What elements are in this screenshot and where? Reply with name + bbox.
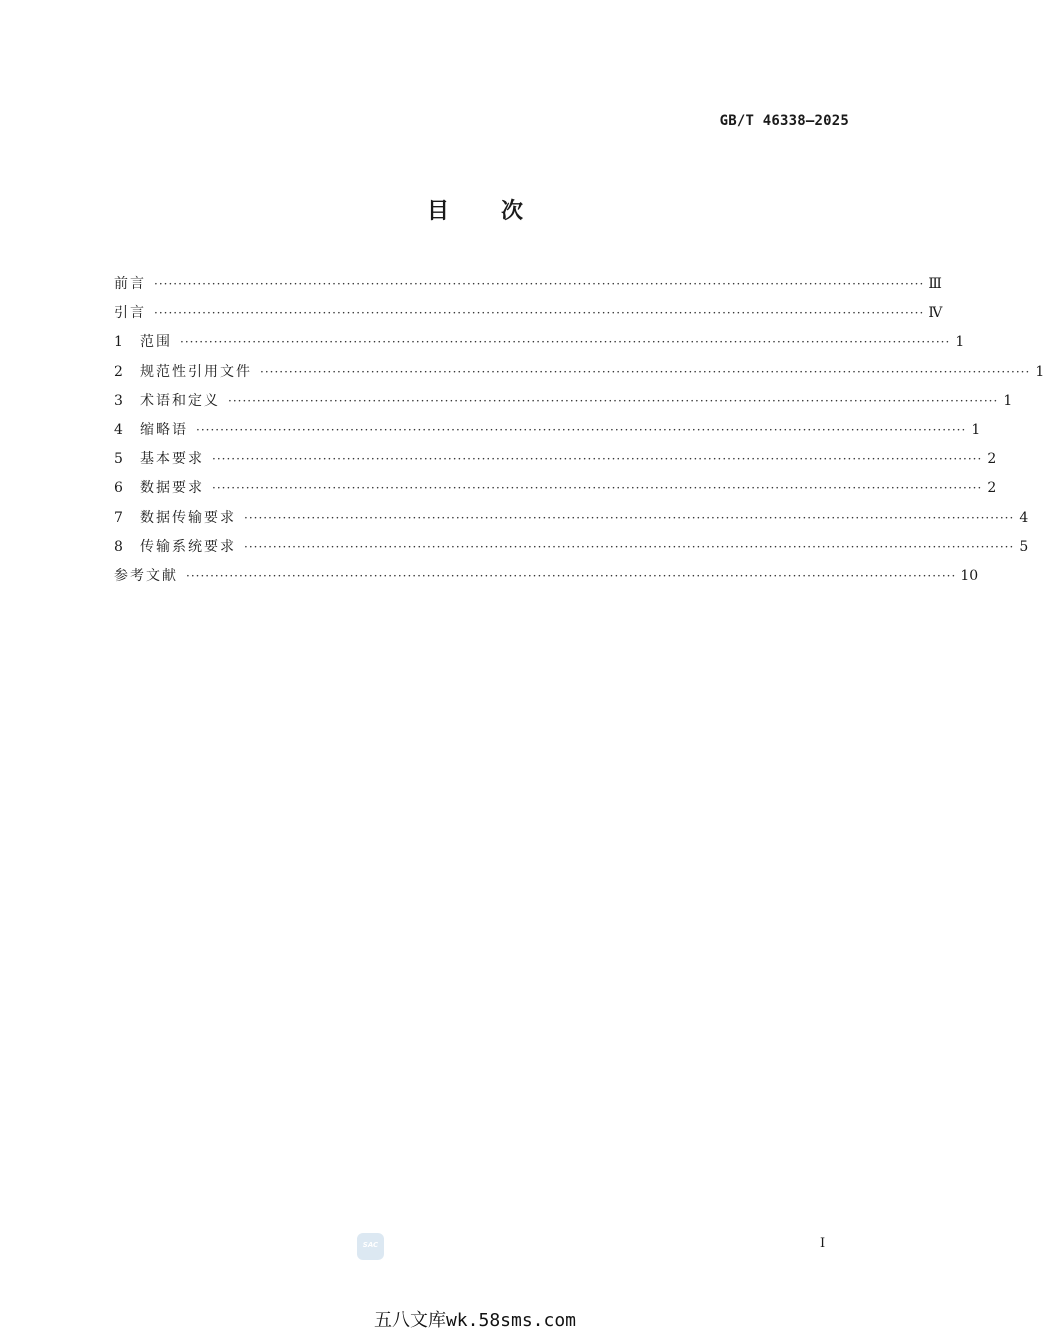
toc-entry-page: 1	[1003, 392, 1013, 409]
page-number: I	[820, 1236, 826, 1251]
toc-entry-number: 5	[114, 451, 123, 468]
toc-entry-title: 术语和定义	[140, 392, 220, 409]
standard-code: GB/T 46338—2025	[719, 113, 849, 129]
toc-entry-number: 8	[114, 538, 123, 555]
toc-dot-leader: ································································································································································	[154, 277, 925, 291]
toc-entry-title: 引言	[114, 305, 146, 322]
page-title: 目次	[426, 199, 575, 224]
toc-entry[interactable]	[114, 331, 965, 360]
toc-entry[interactable]	[114, 565, 979, 594]
toc-entry[interactable]	[114, 448, 997, 477]
toc-entry-page: 1	[955, 334, 965, 351]
toc-entry-page: Ⅲ	[928, 276, 942, 292]
toc-entry-page: Ⅳ	[928, 305, 943, 322]
toc-dot-leader: ································································································································································	[228, 393, 999, 408]
logo-text: SAC	[362, 1241, 379, 1249]
toc-dot-leader: ································································································································································	[180, 335, 951, 350]
toc-entry-title: 参考文献	[114, 567, 178, 584]
toc-entry-page: 1	[971, 421, 981, 438]
toc-entry-number: 1	[114, 334, 123, 351]
toc-dot-leader: ································································································································································	[212, 481, 983, 496]
toc-dot-leader: ································································································································································	[212, 452, 983, 467]
toc-dot-leader: ································································································································································	[196, 422, 967, 437]
toc-entry[interactable]	[114, 536, 1029, 565]
toc-entry-title: 数据传输要求	[140, 509, 236, 526]
toc-entry[interactable]	[114, 390, 1013, 419]
toc-entry[interactable]	[114, 302, 943, 331]
toc-entry-number: 7	[114, 509, 123, 526]
toc-dot-leader: ································································································································································	[186, 568, 957, 583]
toc-entry[interactable]	[114, 419, 981, 448]
toc-entry-number: 2	[114, 363, 123, 380]
toc-entry-title: 前言	[114, 276, 146, 292]
toc-entry-number: 3	[114, 392, 123, 409]
toc-entry[interactable]	[114, 507, 1029, 536]
watermark: 五八文库wk.58sms.com	[373, 1310, 577, 1331]
toc-dot-leader: ································································································································································	[260, 364, 1031, 379]
toc-entry-title: 缩略语	[140, 421, 188, 438]
toc-entry-page: 5	[1019, 538, 1029, 555]
toc-entry[interactable]	[114, 477, 997, 506]
table-of-contents	[114, 273, 1044, 594]
toc-entry-page: 2	[987, 451, 997, 468]
toc-entry-page: 4	[1019, 509, 1029, 526]
toc-entry-title: 数据要求	[140, 480, 204, 497]
toc-entry-title: 规范性引用文件	[140, 363, 252, 380]
toc-entry-page: 2	[987, 480, 997, 497]
toc-entry-title: 范围	[140, 334, 172, 351]
toc-dot-leader: ································································································································································	[154, 306, 925, 321]
toc-dot-leader: ································································································································································	[244, 539, 1015, 554]
toc-entry-page: 1	[1035, 363, 1044, 380]
sac-logo-icon	[357, 1233, 384, 1260]
toc-entry-page: 10	[960, 567, 979, 584]
toc-dot-leader: ································································································································································	[244, 510, 1015, 525]
toc-entry-title: 基本要求	[140, 451, 204, 468]
toc-entry[interactable]	[114, 361, 1044, 390]
toc-entry-number: 4	[114, 421, 123, 438]
toc-entry[interactable]	[114, 273, 942, 302]
toc-entry-number: 6	[114, 480, 123, 497]
toc-entry-title: 传输系统要求	[140, 538, 236, 555]
